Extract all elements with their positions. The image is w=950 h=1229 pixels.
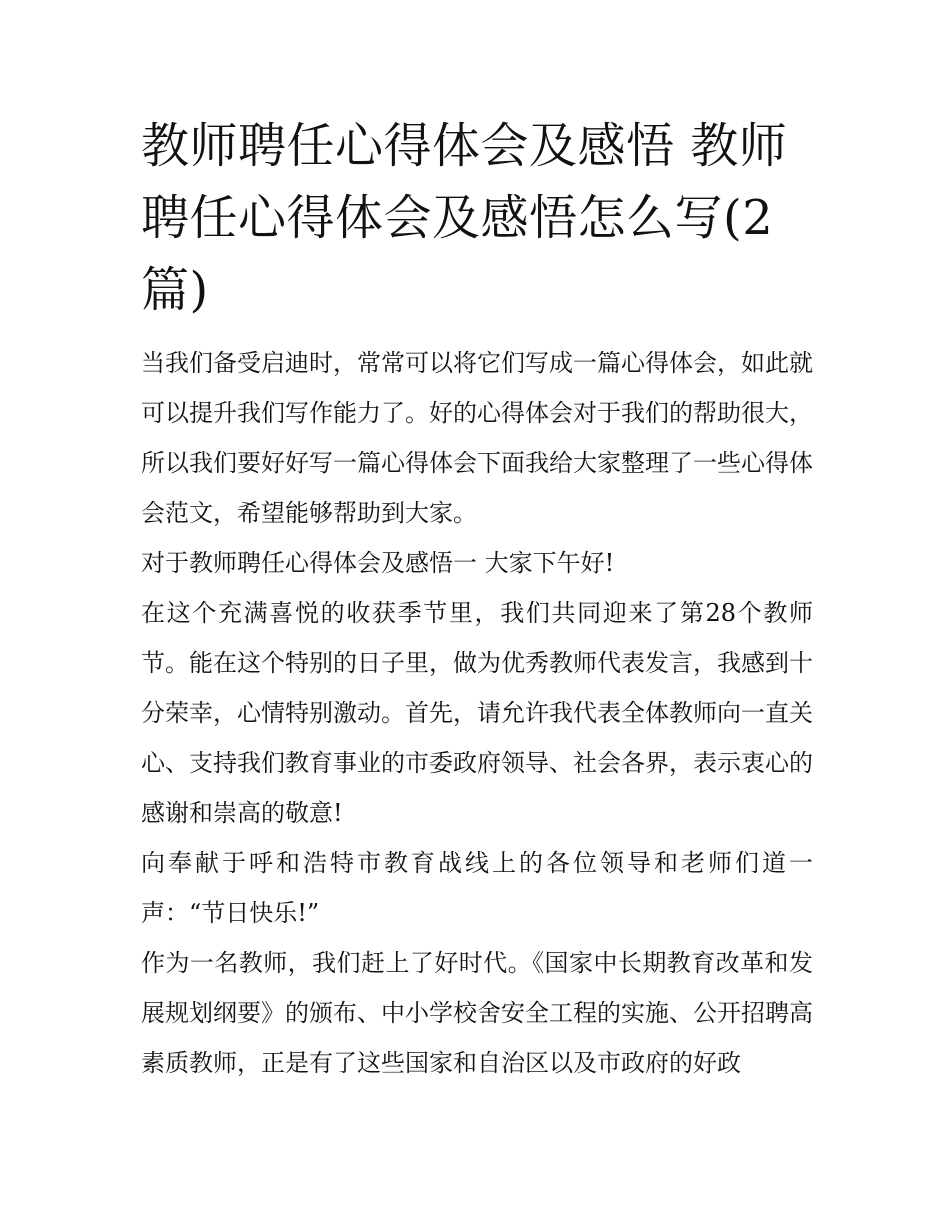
intro-paragraph: 当我们备受启迪时，常常可以将它们写成一篇心得体会，如此就可以提升我们写作能力了。好的心得体会对于我们的帮助很大，所以我们要好好写一篇心得体会下面我给大家整理了一些心得体会范文，希望能够帮助到大家。 (141, 349, 813, 527)
document-title: 教师聘任心得体会及感悟 教师聘任心得体会及感悟怎么写(2篇) (141, 118, 788, 318)
document-page (141, 110, 813, 1088)
section-heading-paragraph: 对于教师聘任心得体会及感悟一 大家下午好! (141, 549, 615, 577)
document-body (141, 338, 813, 1088)
body-paragraph: 在这个充满喜悦的收获季节里，我们共同迎来了第28个教师节。能在这个特别的日子里，做为优秀教师代表发言，我感到十分荣幸，心情特别激动。首先，请允许我代表全体教师向一直关心、支持我们教育事业的市委政府领导、社会各界，表示衷心的感谢和崇高的敬意! (141, 599, 813, 827)
greeting-paragraph: 向奉献于呼和浩特市教育战线上的各位领导和老师们道一声：“节日快乐!” (141, 849, 813, 927)
body-paragraph: 作为一名教师，我们赶上了好时代。《国家中长期教育改革和发展规划纲要》的颁布、中小学校舍安全工程的实施、公开招聘高素质教师，正是有了这些国家和自治区以及市政府的好政 (141, 949, 813, 1077)
